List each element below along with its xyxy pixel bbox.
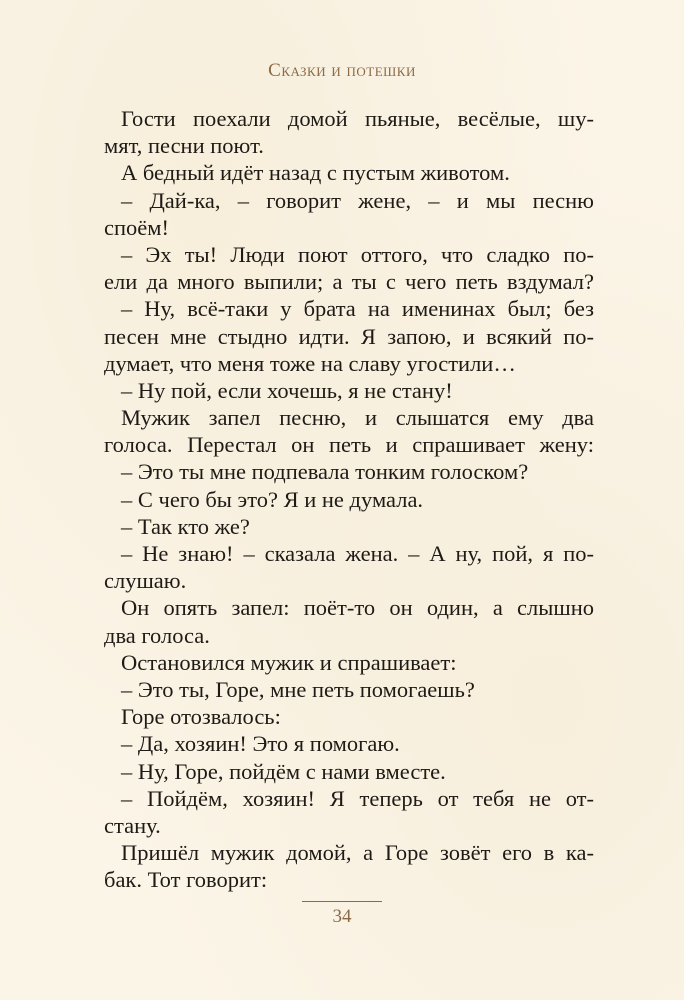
text-line: Остановился мужик и спрашивает: (121, 649, 457, 675)
body-text (104, 105, 594, 893)
text-line: песен мне стыдно идти. Я запою, и всякий по- (104, 323, 594, 349)
text-line: – Это ты мне подпевала тонким голоском? (121, 459, 529, 485)
text-line: – С чего бы это? Я и не думала. (121, 486, 424, 512)
text-line: бак. Тот говорит: (104, 867, 268, 893)
text-line: Пришёл мужик домой, а Горе зовёт его в ка- (121, 840, 594, 866)
text-line: споём! (104, 214, 169, 240)
text-line: – Это ты, Горе, мне петь помогаешь? (121, 676, 475, 702)
text-line: стану. (104, 812, 161, 838)
text-line: мят, песни поют. (104, 133, 264, 159)
text-line: думает, что меня тоже на славу угостили… (104, 350, 516, 376)
text-line: – Ну, всё-таки у брата на именинах был; без (121, 296, 594, 322)
text-line: два голоса. (104, 622, 210, 648)
text-line: – Пойдём, хозяин! Я теперь от тебя не от- (121, 785, 594, 811)
text-line: – Эх ты! Люди поют оттого, что сладко по- (121, 241, 594, 267)
text-line: Он опять запел: поёт-то он один, а слышно (121, 595, 594, 621)
running-head: Сказки и потешки (268, 60, 416, 81)
text-line: – Дай-ка, – говорит жене, – и мы песню (121, 187, 594, 213)
text-line: – Ну, Горе, пойдём с нами вместе. (121, 758, 446, 784)
text-line: Горе отозвалось: (121, 704, 281, 730)
text-line: голоса. Перестал он петь и спрашивает жену: (104, 432, 594, 458)
footer-rule (302, 901, 382, 902)
text-line: А бедный идёт назад с пустым животом. (121, 160, 510, 186)
text-line: Мужик запел песню, и слышатся ему два (121, 405, 594, 431)
text-line: – Да, хозяин! Это я помогаю. (121, 731, 400, 757)
text-line: ели да много выпили; а ты с чего петь вздумал? (104, 269, 594, 295)
text-line: – Так кто же? (121, 513, 250, 539)
text-line: Гости поехали домой пьяные, весёлые, шу- (121, 106, 594, 131)
text-line: – Ну пой, если хочешь, я не стану! (121, 377, 453, 403)
text-line: – Не знаю! – сказала жена. – А ну, пой, я по- (121, 541, 594, 566)
page-number: 34 (332, 906, 352, 927)
text-line: слушаю. (104, 568, 187, 594)
